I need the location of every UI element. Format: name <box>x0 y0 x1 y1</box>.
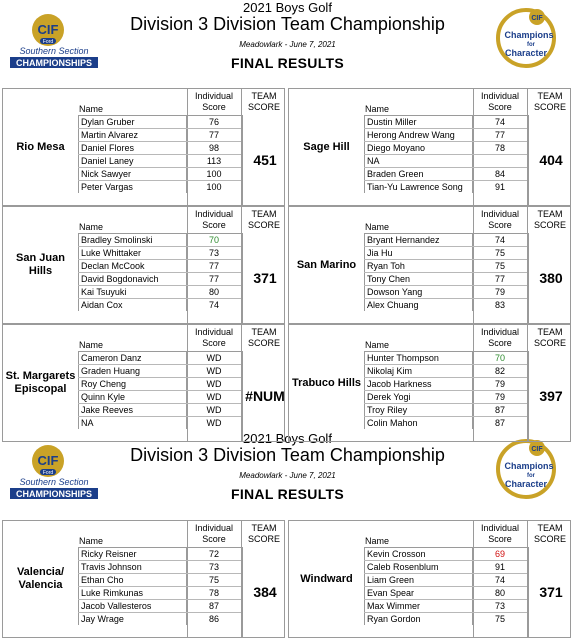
player-score: 80 <box>208 287 219 297</box>
team-score-label: SCORE <box>533 338 566 348</box>
player-row <box>78 548 241 561</box>
player-row <box>78 613 241 625</box>
player-row <box>78 417 241 429</box>
player-score: 74 <box>494 117 505 127</box>
school-name: Windward <box>300 572 353 585</box>
player-row <box>364 168 527 181</box>
player-score: 79 <box>494 392 505 402</box>
event-subtitle: Meadowlark - June 7, 2021 <box>239 471 336 480</box>
name-header: Name <box>365 104 390 114</box>
player-name: Graden Huang <box>78 365 187 377</box>
individual-score-header <box>187 209 241 231</box>
player-name: Peter Vargas <box>78 181 187 193</box>
final-results-heading: FINAL RESULTS <box>230 55 345 71</box>
score-label: Score <box>202 534 226 544</box>
team-panel <box>288 324 571 442</box>
team-score-header <box>243 523 285 545</box>
team-panel <box>288 88 571 206</box>
player-name: Kai Tsuyuki <box>78 286 187 298</box>
event-title: 2021 Boys Golf <box>243 431 332 446</box>
team-score-header <box>243 209 285 231</box>
player-name: Liam Green <box>364 574 473 586</box>
team-panel <box>2 206 285 324</box>
ford-text: Ford <box>42 470 54 476</box>
player-row <box>364 247 527 260</box>
team-label: TEAM <box>537 209 563 219</box>
player-score: 75 <box>494 261 505 271</box>
player-name: Luke Rimkunas <box>78 587 187 599</box>
player-name: Daniel Laney <box>78 155 187 167</box>
cfc-line2: for <box>527 42 535 48</box>
player-score: WD <box>206 418 222 428</box>
player-score: 73 <box>208 248 219 258</box>
player-score: 77 <box>208 130 219 140</box>
team-label: TEAM <box>537 327 563 337</box>
individual-score-header <box>187 523 241 545</box>
player-name: Bryant Hernandez <box>364 234 473 246</box>
player-row <box>364 129 527 142</box>
player-name: David Bogdonavich <box>78 273 187 285</box>
team-label: TEAM <box>537 91 563 101</box>
name-header: Name <box>79 222 104 232</box>
name-header: Name <box>365 536 390 546</box>
header-bottom <box>0 431 575 511</box>
individual-label: Individual <box>194 209 234 219</box>
player-name: Caleb Rosenblum <box>364 561 473 573</box>
player-row <box>364 273 527 286</box>
player-score: 74 <box>494 575 505 585</box>
player-name: Diego Moyano <box>364 142 473 154</box>
player-row <box>364 404 527 417</box>
individual-label: Individual <box>194 523 234 533</box>
team-score-value: 371 <box>528 547 573 637</box>
player-row <box>78 391 241 404</box>
school-name: San Marino <box>296 258 357 271</box>
team-score-label: SCORE <box>247 102 280 112</box>
player-row <box>78 404 241 417</box>
player-score: WD <box>206 405 222 415</box>
championship-title: Division 3 Division Team Championship <box>130 14 445 34</box>
cif-logo <box>8 443 100 499</box>
player-score: 74 <box>494 235 505 245</box>
team-score-header <box>243 327 285 349</box>
player-score: 86 <box>208 614 219 624</box>
player-row <box>78 168 241 181</box>
team-label: TEAM <box>251 209 277 219</box>
player-score: 78 <box>494 143 505 153</box>
player-score: 100 <box>206 169 222 179</box>
team-label: TEAM <box>251 523 277 533</box>
team-score-label: SCORE <box>247 534 280 544</box>
player-row <box>364 155 527 168</box>
player-row <box>364 574 527 587</box>
player-row <box>364 260 527 273</box>
player-name: Travis Johnson <box>78 561 187 573</box>
player-score: 87 <box>494 418 505 428</box>
team-score-value: 451 <box>242 115 287 205</box>
cif-line2: CHAMPIONSHIPS <box>15 489 93 499</box>
individual-label: Individual <box>194 327 234 337</box>
player-row <box>364 548 527 561</box>
player-score: 77 <box>208 274 219 284</box>
player-score: 98 <box>208 143 219 153</box>
score-label: Score <box>488 220 512 230</box>
player-score: WD <box>206 379 222 389</box>
team-score-value: 384 <box>242 547 287 637</box>
player-score: 73 <box>208 562 219 572</box>
team-score-header <box>529 209 571 231</box>
player-name: Herong Andrew Wang <box>364 129 473 141</box>
individual-score-header <box>473 209 527 231</box>
individual-score-header <box>473 327 527 349</box>
player-name: Tian-Yu Lawrence Song <box>364 181 473 193</box>
team-score-value: 371 <box>242 233 287 323</box>
player-name: Jay Wrage <box>78 613 187 625</box>
player-name: Tony Chen <box>364 273 473 285</box>
player-score: 79 <box>494 287 505 297</box>
player-score: 83 <box>494 300 505 310</box>
cfc-cif-text: CIF <box>531 15 543 22</box>
player-list <box>364 115 527 193</box>
team-score-label: SCORE <box>247 338 280 348</box>
team-score-value: 404 <box>528 115 573 205</box>
player-score: 77 <box>208 261 219 271</box>
player-row <box>364 587 527 600</box>
player-score: 84 <box>494 169 505 179</box>
team-score-header <box>529 523 571 545</box>
player-name: Ricky Reisner <box>78 548 187 560</box>
team-score-header <box>529 91 571 113</box>
player-row <box>78 181 241 193</box>
individual-label: Individual <box>480 523 520 533</box>
player-name: Alex Chuang <box>364 299 473 311</box>
player-score: WD <box>206 392 222 402</box>
cfc-line3: Character <box>504 479 548 489</box>
team-label: TEAM <box>537 523 563 533</box>
player-name: Martin Alvarez <box>78 129 187 141</box>
player-score: 77 <box>494 130 505 140</box>
player-row <box>78 365 241 378</box>
school-name: Sage Hill <box>303 140 350 153</box>
individual-label: Individual <box>480 209 520 219</box>
player-score: 75 <box>494 614 505 624</box>
player-list <box>364 233 527 311</box>
player-list <box>78 233 241 311</box>
player-row <box>78 247 241 260</box>
team-score-value: 380 <box>528 233 573 323</box>
cfc-line3: Character <box>504 48 548 58</box>
name-header: Name <box>365 340 390 350</box>
header-top <box>0 0 575 80</box>
player-score: 74 <box>208 300 219 310</box>
player-row <box>364 286 527 299</box>
champions-for-character-logo <box>493 6 559 70</box>
player-score: 80 <box>494 588 505 598</box>
player-row <box>78 299 241 311</box>
team-panel <box>2 88 285 206</box>
cif-logo-text: CIF <box>37 22 59 37</box>
player-row <box>364 352 527 365</box>
player-list <box>78 351 241 429</box>
score-label: Score <box>488 338 512 348</box>
player-row <box>78 273 241 286</box>
player-score: 70 <box>208 235 219 245</box>
champions-for-character-logo <box>493 437 559 501</box>
player-list <box>78 547 241 625</box>
team-score-value: 397 <box>528 351 573 441</box>
player-row <box>364 417 527 429</box>
player-name: Troy Riley <box>364 404 473 416</box>
school-name: Valencia/ Valencia <box>16 566 65 591</box>
player-row <box>78 352 241 365</box>
player-name: Derek Yogi <box>364 391 473 403</box>
player-name: Jacob Vallesteros <box>78 600 187 612</box>
name-header: Name <box>365 222 390 232</box>
cfc-line1: Champions <box>504 30 554 40</box>
player-name: Evan Spear <box>364 587 473 599</box>
player-row <box>364 299 527 311</box>
player-score: 87 <box>208 601 219 611</box>
player-score: 78 <box>208 588 219 598</box>
individual-label: Individual <box>480 327 520 337</box>
score-label: Score <box>202 220 226 230</box>
player-name: Ryan Gordon <box>364 613 473 625</box>
player-row <box>364 116 527 129</box>
player-row <box>78 600 241 613</box>
team-panel <box>288 520 571 638</box>
event-title: 2021 Boys Golf <box>243 0 332 15</box>
team-score-label: SCORE <box>533 534 566 544</box>
player-name: Luke Whittaker <box>78 247 187 259</box>
player-name: Cameron Danz <box>78 352 187 364</box>
player-name: Ryan Toh <box>364 260 473 272</box>
player-list <box>364 351 527 429</box>
school-name: St. Margarets Episcopal <box>5 370 76 395</box>
player-row <box>78 234 241 247</box>
team-panel <box>288 206 571 324</box>
player-name: Dylan Gruber <box>78 116 187 128</box>
event-subtitle: Meadowlark - June 7, 2021 <box>239 40 336 49</box>
team-label: TEAM <box>251 91 277 101</box>
player-row <box>78 286 241 299</box>
player-name: Nikolaj Kim <box>364 365 473 377</box>
name-header: Name <box>79 536 104 546</box>
player-name: Aidan Cox <box>78 299 187 311</box>
score-label: Score <box>488 534 512 544</box>
player-name: Daniel Flores <box>78 142 187 154</box>
individual-score-header <box>187 91 241 113</box>
player-score: 82 <box>494 366 505 376</box>
player-score <box>473 155 527 167</box>
player-score: 91 <box>494 182 505 192</box>
player-score: 79 <box>494 379 505 389</box>
player-name: Jacob Harkness <box>364 378 473 390</box>
player-name: NA <box>364 155 473 167</box>
cif-logo <box>8 12 100 68</box>
player-row <box>78 142 241 155</box>
individual-score-header <box>187 327 241 349</box>
name-header: Name <box>79 340 104 350</box>
player-row <box>364 234 527 247</box>
player-score: 87 <box>494 405 505 415</box>
player-score: 113 <box>206 156 222 166</box>
player-row <box>78 378 241 391</box>
player-row <box>364 378 527 391</box>
player-row <box>364 142 527 155</box>
player-row <box>364 181 527 193</box>
player-name: Ethan Cho <box>78 574 187 586</box>
player-score: 100 <box>206 182 222 192</box>
player-score: 73 <box>494 601 505 611</box>
player-score: WD <box>206 366 222 376</box>
player-score: 75 <box>208 575 219 585</box>
player-row <box>364 365 527 378</box>
player-row <box>78 587 241 600</box>
player-row <box>364 600 527 613</box>
team-panel <box>2 520 285 638</box>
player-score: WD <box>206 353 222 363</box>
score-label: Score <box>202 102 226 112</box>
cfc-line2: for <box>527 473 535 479</box>
player-name: NA <box>78 417 187 429</box>
team-score-label: SCORE <box>247 220 280 230</box>
player-row <box>364 391 527 404</box>
team-score-label: SCORE <box>533 102 566 112</box>
cif-line1: Southern Section <box>19 46 89 56</box>
player-score: 70 <box>494 353 505 363</box>
player-name: Bradley Smolinski <box>78 234 187 246</box>
player-name: Braden Green <box>364 168 473 180</box>
individual-label: Individual <box>480 91 520 101</box>
player-name: Hunter Thompson <box>364 352 473 364</box>
cfc-line1: Champions <box>504 461 554 471</box>
final-results-heading: FINAL RESULTS <box>230 486 345 502</box>
name-header: Name <box>79 104 104 114</box>
player-name: Declan McCook <box>78 260 187 272</box>
individual-score-header <box>473 523 527 545</box>
score-label: Score <box>202 338 226 348</box>
individual-label: Individual <box>194 91 234 101</box>
school-name: Trabuco Hills <box>291 376 362 389</box>
player-row <box>364 613 527 625</box>
team-score-header <box>243 91 285 113</box>
player-name: Jake Reeves <box>78 404 187 416</box>
player-row <box>364 561 527 574</box>
player-score: 75 <box>494 248 505 258</box>
championship-title: Division 3 Division Team Championship <box>130 445 445 465</box>
player-name: Dowson Yang <box>364 286 473 298</box>
player-list <box>78 115 241 193</box>
cif-line2: CHAMPIONSHIPS <box>15 58 93 68</box>
player-row <box>78 129 241 142</box>
team-score-header <box>529 327 571 349</box>
school-name: San Juan Hills <box>16 252 65 277</box>
player-name: Quinn Kyle <box>78 391 187 403</box>
team-panel <box>2 324 285 442</box>
player-score: 76 <box>208 117 219 127</box>
player-list <box>364 547 527 625</box>
team-score-value: #NUM <box>242 351 287 441</box>
player-score: 72 <box>208 549 219 559</box>
player-name: Kevin Crosson <box>364 548 473 560</box>
player-name: Dustin Miller <box>364 116 473 128</box>
player-name: Nick Sawyer <box>78 168 187 180</box>
player-row <box>78 574 241 587</box>
school-name: Rio Mesa <box>16 140 65 153</box>
player-score: 69 <box>494 549 505 559</box>
player-name: Colin Mahon <box>364 417 473 429</box>
cif-line1: Southern Section <box>19 477 89 487</box>
player-score: 91 <box>494 562 505 572</box>
individual-score-header <box>473 91 527 113</box>
cfc-cif-text: CIF <box>531 446 543 453</box>
cif-logo-text: CIF <box>37 453 59 468</box>
player-row <box>78 260 241 273</box>
player-name: Roy Cheng <box>78 378 187 390</box>
team-label: TEAM <box>251 327 277 337</box>
player-row <box>78 155 241 168</box>
player-row <box>78 116 241 129</box>
player-name: Max Wimmer <box>364 600 473 612</box>
ford-text: Ford <box>42 39 54 45</box>
player-name: Jia Hu <box>364 247 473 259</box>
team-score-label: SCORE <box>533 220 566 230</box>
player-score: 77 <box>494 274 505 284</box>
player-row <box>78 561 241 574</box>
score-label: Score <box>488 102 512 112</box>
